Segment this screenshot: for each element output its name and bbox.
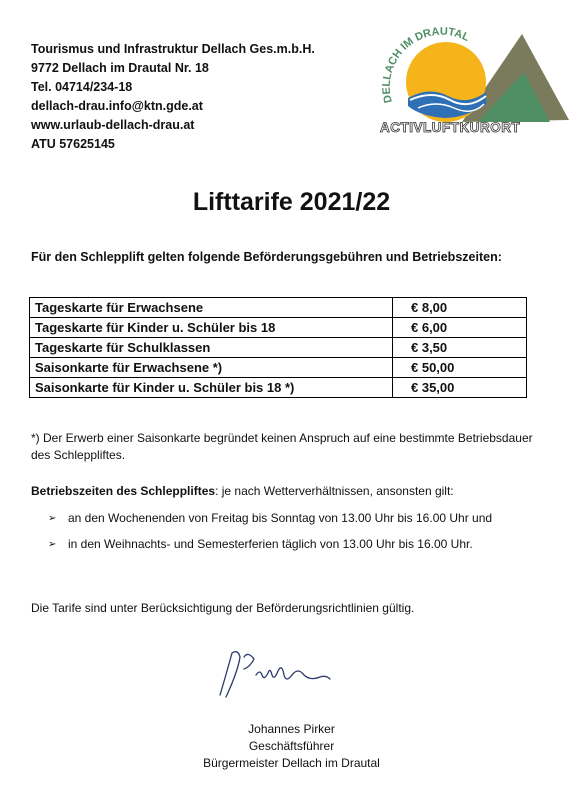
price-label: Tageskarte für Kinder u. Schüler bis 18 <box>30 318 393 338</box>
list-item <box>48 536 528 553</box>
table-row <box>30 318 527 338</box>
price-value: € 6,00 <box>393 318 527 338</box>
price-value: € 8,00 <box>393 298 527 318</box>
company-email: dellach-drau.info@ktn.gde.at <box>31 99 203 113</box>
price-label: Saisonkarte für Erwachsene *) <box>30 358 393 378</box>
table-row <box>30 298 527 318</box>
arrow-bullet-icon: ➢ <box>48 513 57 524</box>
company-website: www.urlaub-dellach-drau.at <box>31 118 195 132</box>
operating-hours-heading: Betriebszeiten des Schleppliftes <box>31 484 216 498</box>
table-row <box>30 338 527 358</box>
company-atu: ATU 57625145 <box>31 137 115 151</box>
table-row <box>30 358 527 378</box>
company-address: 9772 Dellach im Drautal Nr. 18 <box>31 61 209 75</box>
letterhead <box>31 40 315 154</box>
table-row <box>30 378 527 398</box>
operating-hours-list <box>48 510 528 562</box>
signer-name: Johannes Pirker <box>248 722 335 736</box>
signer-block <box>0 721 583 772</box>
activluftkurort-logo <box>374 20 569 138</box>
company-phone: Tel. 04714/234-18 <box>31 80 133 94</box>
price-value: € 35,00 <box>393 378 527 398</box>
list-item <box>48 510 528 527</box>
logo-bottom-text: ACTIVLUFTKURORT <box>380 120 521 135</box>
arrow-bullet-icon: ➢ <box>48 539 57 550</box>
operating-hours-intro <box>31 484 454 498</box>
intro-text: Für den Schlepplift gelten folgende Beförderungsgebühren und Betriebszeiten: <box>31 250 502 264</box>
price-value: € 3,50 <box>393 338 527 358</box>
operating-hours-text: : je nach Wetterverhältnissen, ansonsten gilt: <box>215 484 454 498</box>
price-label: Tageskarte für Erwachsene <box>30 298 393 318</box>
price-value: € 50,00 <box>393 358 527 378</box>
company-name: Tourismus und Infrastruktur Dellach Ges.m.b.H. <box>31 42 315 56</box>
list-item-text: in den Weihnachts- und Semesterferien täglich von 13.00 Uhr bis 16.00 Uhr. <box>68 537 473 551</box>
signer-office: Bürgermeister Dellach im Drautal <box>203 756 380 770</box>
price-label: Tageskarte für Schulklassen <box>30 338 393 358</box>
price-label: Saisonkarte für Kinder u. Schüler bis 18 *) <box>30 378 393 398</box>
footnote-text: *) Der Erwerb einer Saisonkarte begründet keinen Anspruch auf eine bestimmte Betriebsdauer des Schleppliftes. <box>31 431 533 462</box>
page-title: Lifttarife 2021/22 <box>192 188 391 216</box>
list-item-text: an den Wochenenden von Freitag bis Sonntag von 13.00 Uhr bis 16.00 Uhr und <box>68 511 493 525</box>
validity-text: Die Tarife sind unter Berücksichtigung der Beförderungsrichtlinien gültig. <box>31 601 415 615</box>
price-table <box>29 297 527 398</box>
logo-arc-text: DELLACH IM DRAUTAL <box>380 25 472 105</box>
signer-role: Geschäftsführer <box>248 739 335 753</box>
handwritten-signature <box>210 645 340 705</box>
